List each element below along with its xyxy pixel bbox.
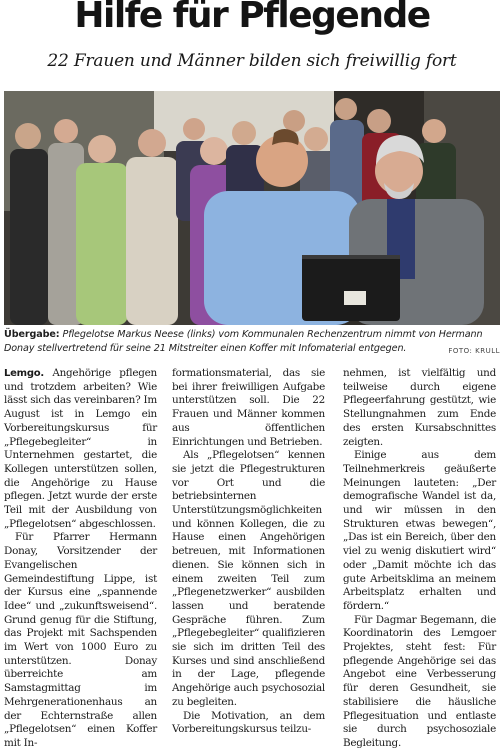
article-column-3 xyxy=(343,367,496,749)
article-column-2 xyxy=(172,367,326,736)
paragraph: Die Motivation, an dem Vorbereitungskursus teilzu- xyxy=(172,709,325,736)
photo-caption xyxy=(4,328,500,358)
paragraph: formationsmaterial, das sie bei ihrer freiwilligen Aufgabe unterstützen soll. Die 22 Frauen und Männer kommen aus öffentlichen Einrichtungen und Betrieben. xyxy=(172,367,325,448)
paragraph-text: Angehörige pflegen und trotzdem arbeiten? Wie lässt sich das vereinbaren? Im August ist in Lemgo ein Vorbereitungskursus für „Pflegebegleiter“ in Unternehmen gestartet, die Kollegen unterstützen sollen, die Angehörige zu Hause pflegen. Jetzt wurde der erste Teil mit der Ausbildung von „Pflegelotsen“ abgeschlossen. xyxy=(4,367,157,530)
headline: Hilfe für Pflegende xyxy=(74,0,430,36)
paragraph: Für Dagmar Begemann, die Koordinatorin des Lemgoer Projektes, steht fest: Für pflegende Angehörige sei das Angebot eine Verbesserung für deren Gesundheit, sie stabilisiere die häusliche Pflegesituation und entlaste sie durch psychosoziale Begleitung. xyxy=(343,613,496,749)
photo-illustration xyxy=(4,91,500,325)
caption-text: Pflegelotse Markus Neese (links) vom Kommunalen Rechenzentrum nimmt von Hermann Donay stellvertretend für seine 21 Mitstreiter einen Koffer mit Infomaterial entgegen. xyxy=(4,329,483,354)
paragraph: Einige aus dem Teilnehmerkreis geäußerte Meinungen lauteten: „Der demografische Wandel ist da, und wir müssen in den Strukturen etwas bewegen“, „Das ist ein Bereich, über den viel zu wenig diskutiert wird“ oder „Damit möchte ich das gute Arbeitsklima an meinem Arbeitsplatz erhalten und fördern.“ xyxy=(343,449,496,612)
paragraph: Als „Pflegelotsen“ kennen sie jetzt die Pflegestrukturen vor Ort und die betriebsinternen Unterstützungsmöglichkeiten und können Kollegen, die zu Hause einen Angehörigen betreuen, mit Informationen dienen. Sie können sich in einem zweiten Teil zum „Pflegenetzwerker“ ausbilden lassen und beratende Gespräche führen. Zum „Pflegebegleiter“ qualifizieren sie sich im dritten Teil des Kurses und sind anschließend in der Lage, pflegende Angehörige auch psychosozial zu begleiten. xyxy=(172,449,326,708)
caption-label: Übergabe: xyxy=(4,329,60,340)
paragraph: nehmen, ist vielfältig und teilweise durch eigene Pflegeerfahrung gestützt, wie Stellungnahmen zum Ende des ersten Kursabschnittes zeigten. xyxy=(343,367,496,448)
group-photo xyxy=(4,91,500,325)
photo-credit: FOTO: KRULL xyxy=(448,346,500,355)
article-column-1 xyxy=(4,367,157,749)
dateline: Lemgo. xyxy=(4,368,44,379)
paragraph: Für Pfarrer Hermann Donay, Vorsitzender der Evangelischen Gemeindestiftung Lippe, ist der Kursus eine „spannende Idee“ und „zukunftsweisend“. Grund genug für die Stiftung, das Projekt mit Sachspenden im Wert von 1000 Euro zu unterstützen. Donay überreichte am Samstagmittag im Mehrgenerationenhaus an der Echternstraße allen „Pflegelotsen“ einen Koffer mit In- xyxy=(4,531,157,749)
subheadline: 22 Frauen und Männer bilden sich freiwillig fort xyxy=(47,51,457,71)
paragraph xyxy=(4,367,157,531)
